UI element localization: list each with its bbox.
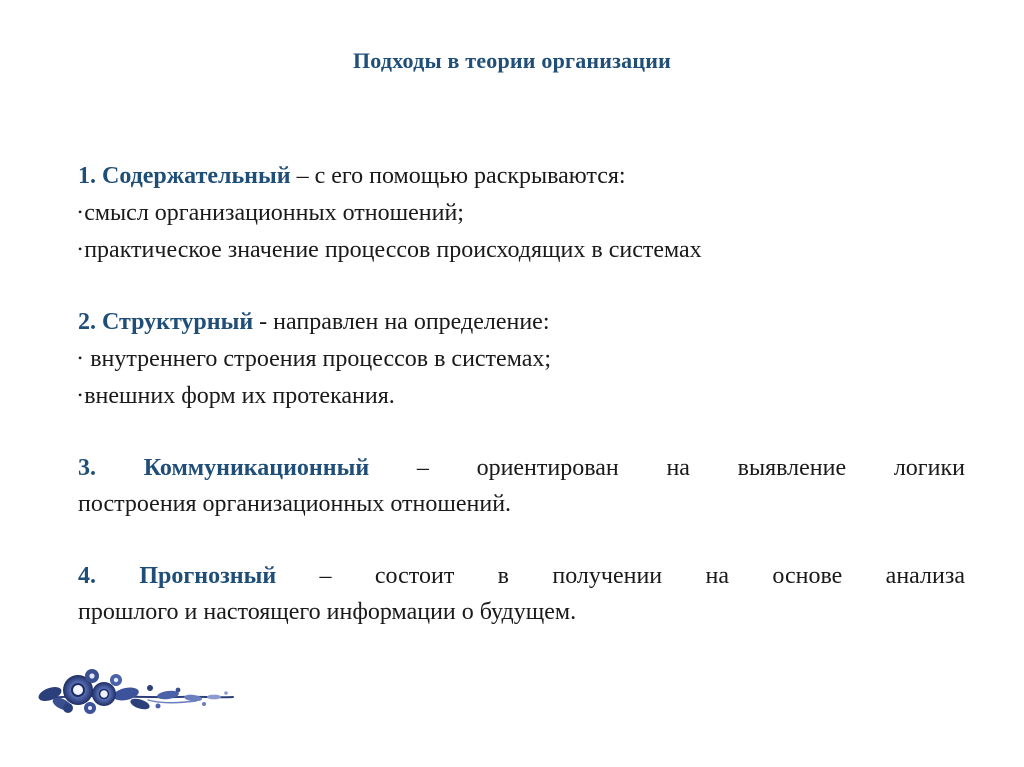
section-3-continuation: построения организационных отношений. [78, 491, 512, 517]
section-4-term: Прогнозный [139, 563, 277, 589]
section-2-description: - направлен на определение: [253, 309, 550, 335]
section-4-heading [78, 558, 965, 594]
slide-content [78, 158, 965, 630]
section-3-heading [78, 450, 965, 486]
bullet-icon: • [78, 242, 83, 256]
floral-ornament-icon [28, 664, 238, 716]
slide-title: Подходы в теории организации [352, 48, 672, 73]
section-1-bullet-2 [78, 231, 965, 268]
bullet-text: практическое значение процессов происходящих в системах [84, 237, 702, 263]
section-1-heading [78, 158, 965, 194]
section-1-term: Содержательный [102, 163, 291, 189]
bullet-text: внешних форм их протекания. [84, 383, 395, 409]
bullet-icon: • [78, 351, 83, 365]
spacer [78, 268, 965, 304]
spacer [78, 522, 965, 558]
bullet-icon: • [78, 388, 83, 402]
section-2-bullet-1 [78, 340, 965, 377]
section-3-term: Коммуникационный [143, 455, 370, 481]
section-4-description: – состоит в получении на основе анализа [276, 563, 965, 589]
section-2-heading [78, 304, 965, 340]
section-2-bullet-2 [78, 377, 965, 414]
section-2-term: Структурный [102, 309, 254, 335]
spacer [78, 414, 965, 450]
section-4-continuation: прошлого и настоящего информации о будущем. [78, 599, 577, 625]
section-1-description: – с его помощью раскрываются: [290, 163, 626, 189]
section-3-description: – ориентирован на выявление логики [369, 455, 965, 481]
bullet-text: смысл организационных отношений; [84, 200, 464, 226]
section-1-number: 1. [78, 163, 96, 189]
bullet-icon: • [78, 205, 83, 219]
bullet-text: внутреннего строения процессов в системах; [84, 346, 552, 372]
section-3-number: 3. [78, 455, 96, 481]
section-1-bullet-1 [78, 194, 965, 231]
section-4-number: 4. [78, 563, 96, 589]
section-2-number: 2. [78, 309, 96, 335]
